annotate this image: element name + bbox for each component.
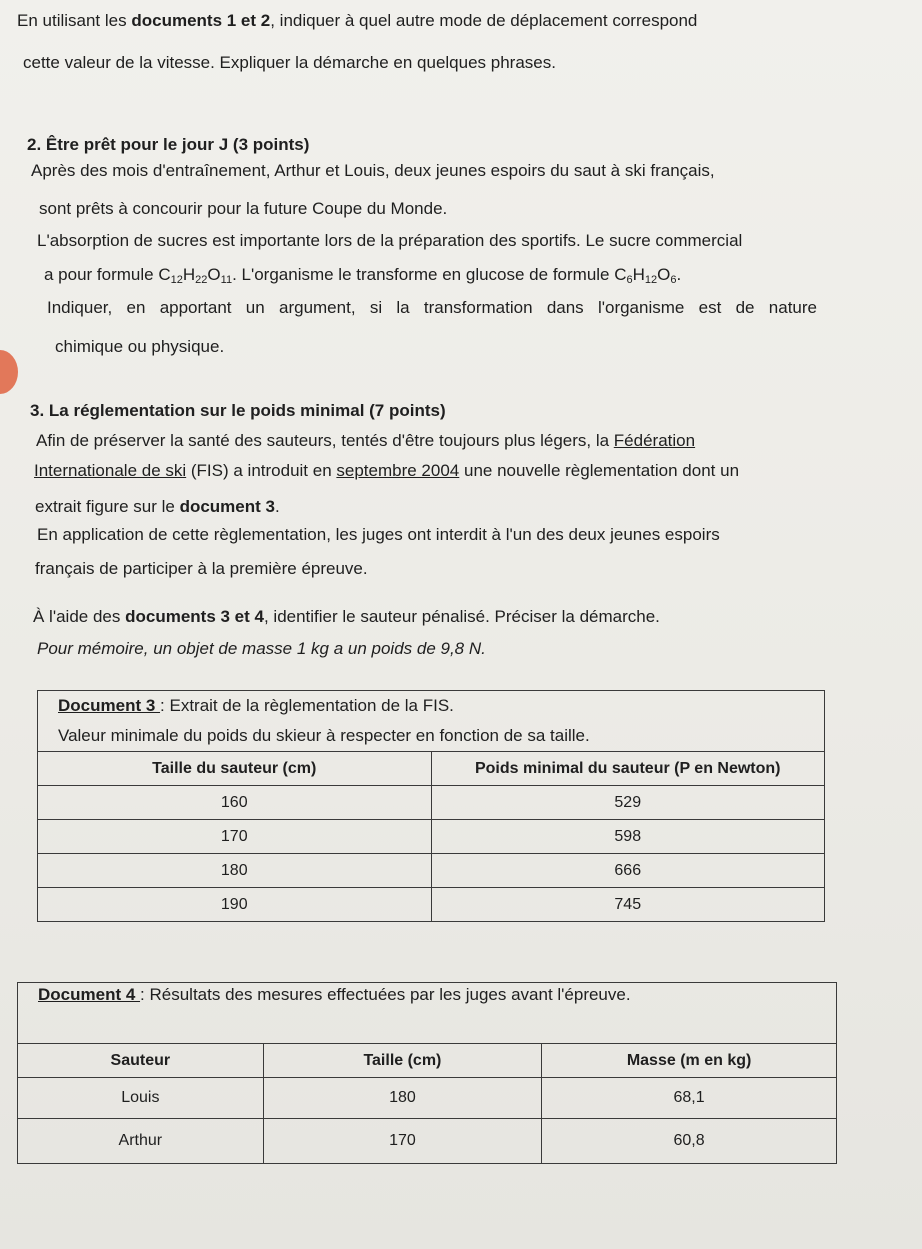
document-3-subtitle: Valeur minimale du poids du skieur à respecter en fonction de sa taille. (38, 721, 825, 752)
column-header: Taille (cm) (263, 1044, 541, 1078)
text: a pour formule C (44, 265, 171, 284)
column-header: Masse (m en kg) (542, 1044, 837, 1078)
section-2-p3-line2: chimique ou physique. (55, 337, 225, 356)
table-row (38, 786, 825, 820)
table-cell: Louis (18, 1078, 264, 1119)
table-cell: 666 (431, 854, 825, 888)
binder-hole-mark (0, 350, 18, 394)
section-3-p1-line2 (34, 460, 739, 482)
text: (FIS) a introduit en (186, 461, 337, 480)
section-3-memo: Pour mémoire, un objet de masse 1 kg a un poids de 9,8 N. (37, 639, 486, 658)
table-row (18, 1078, 837, 1119)
formula-atom: H (182, 265, 196, 284)
document-3-label: Document 3 (58, 696, 161, 715)
section-2-p1-line1: Après des mois d'entraînement, Arthur et Louis, deux jeunes espoirs du saut à ski français, (31, 161, 715, 180)
table-row (38, 888, 825, 922)
document-4-title (18, 983, 837, 1044)
column-header: Poids minimal du sauteur (P en Newton) (431, 752, 825, 786)
text: extrait figure sur le (35, 497, 180, 516)
text: . L'organisme le transforme en glucose de formule C (232, 265, 627, 284)
doc-ref: document 3 (179, 497, 275, 516)
table-cell: 745 (431, 888, 825, 922)
table-row (18, 1119, 837, 1164)
formula-atom: O (207, 265, 221, 284)
document-4-title-text: : Résultats des mesures effectuées par les juges avant l'épreuve. (140, 985, 631, 1004)
intro-text: , indiquer à quel autre mode de déplacement correspond (270, 11, 698, 30)
text: . (274, 497, 280, 516)
intro-line-2: cette valeur de la vitesse. Expliquer la démarche en quelques phrases. (23, 53, 556, 72)
text: À l'aide des (33, 607, 126, 626)
document-4-label: Document 4 (38, 985, 141, 1004)
document-3-title (38, 691, 825, 722)
table-cell: 190 (38, 888, 432, 922)
formula-sub: 12 (170, 274, 183, 286)
section-3-title: 3. La réglementation sur le poids minimal (7 points) (30, 401, 446, 420)
table-cell: Arthur (18, 1119, 264, 1164)
section-2-p2-line1: L'absorption de sucres est importante lors de la préparation des sportifs. Le sucre commercial (37, 231, 743, 250)
section-3-p1-line1 (36, 430, 695, 452)
document-3-table (37, 690, 825, 922)
formula-sub: 22 (195, 274, 208, 286)
section-3-p2-line1: En application de cette règlementation, les juges ont interdit à l'un des deux jeunes espoirs (37, 525, 720, 544)
table-cell: 180 (38, 854, 432, 888)
intro-text: En utilisant les (17, 11, 132, 30)
section-3-p2-line2: français de participer à la première épreuve. (35, 559, 368, 578)
text: , identifier le sauteur pénalisé. Préciser la démarche. (263, 607, 660, 626)
intro-line-1 (17, 10, 697, 32)
section-2-p1-line2: sont prêts à concourir pour la future Coupe du Monde. (39, 199, 448, 218)
formula-atom: H (632, 265, 645, 284)
text: . (676, 265, 682, 284)
column-header: Sauteur (18, 1044, 264, 1078)
text: Afin de préserver la santé des sauteurs, tentés d'être toujours plus légers, la (36, 431, 614, 450)
date-ref: septembre 2004 (336, 461, 460, 480)
section-2-p2-line2 (44, 264, 681, 286)
table-cell: 180 (263, 1078, 541, 1119)
table-cell: 170 (263, 1119, 541, 1164)
table-row (38, 854, 825, 888)
formula-sub: 6 (626, 274, 633, 286)
section-3-p1-line3 (35, 496, 280, 518)
document-4-table (17, 982, 837, 1164)
fis-name: Internationale de ski (34, 461, 187, 480)
fis-federation: Fédération (613, 431, 696, 450)
formula-atom: O (657, 265, 671, 284)
text: une nouvelle règlementation dont un (459, 461, 740, 480)
section-3-p3 (33, 606, 660, 628)
doc-ref: documents 3 et 4 (125, 607, 264, 626)
table-row (38, 820, 825, 854)
intro-docs-ref: documents 1 et 2 (131, 11, 271, 30)
table-cell: 60,8 (542, 1119, 837, 1164)
formula-sub: 11 (220, 274, 233, 286)
column-header: Taille du sauteur (cm) (38, 752, 432, 786)
section-2-title: 2. Être prêt pour le jour J (3 points) (27, 135, 310, 154)
table-cell: 160 (38, 786, 432, 820)
section-2-p3-line1: Indiquer, en apportant un argument, si la transformation dans l'organisme est de nature (47, 298, 817, 317)
formula-sub: 6 (670, 274, 677, 286)
table-cell: 598 (431, 820, 825, 854)
table-cell: 68,1 (542, 1078, 837, 1119)
table-cell: 529 (431, 786, 825, 820)
table-cell: 170 (38, 820, 432, 854)
document-3-title-text: : Extrait de la règlementation de la FIS. (160, 696, 454, 715)
formula-sub: 12 (644, 274, 658, 286)
